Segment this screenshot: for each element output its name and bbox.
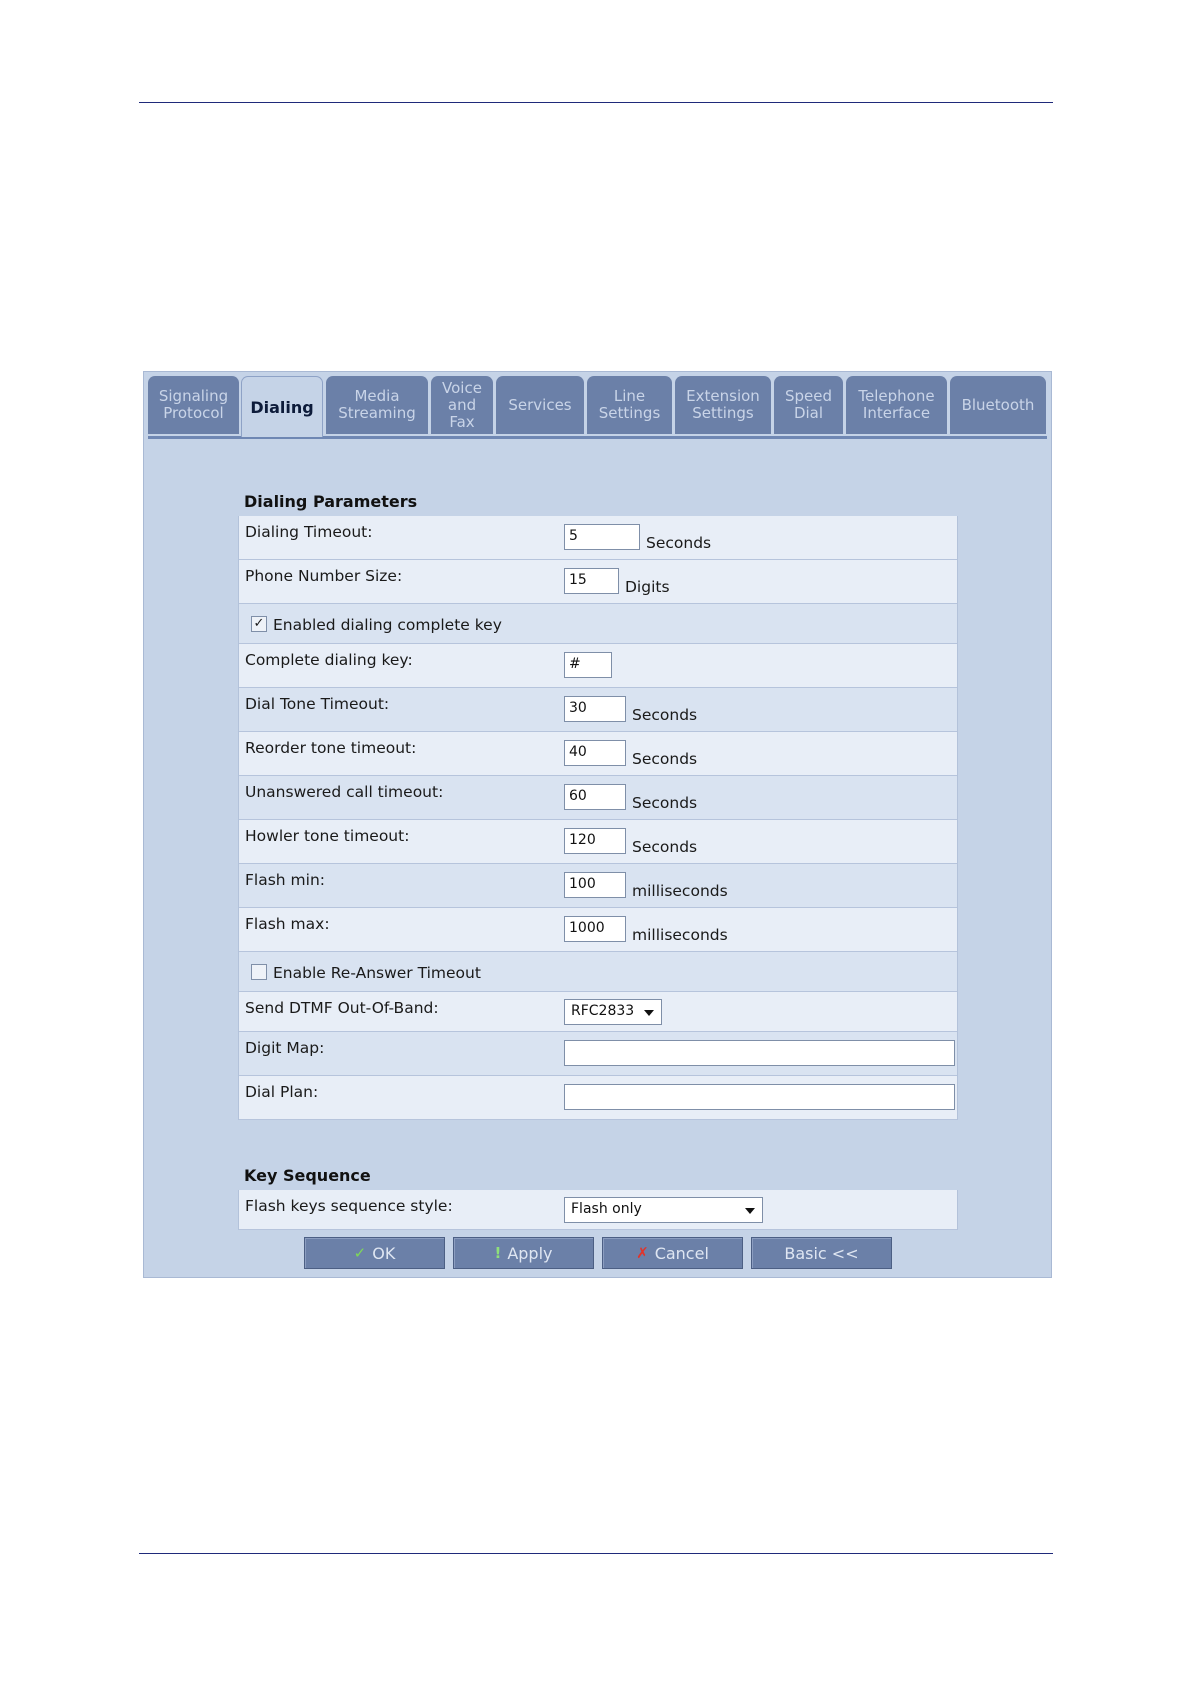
digit-map-label: Digit Map:	[245, 1039, 325, 1057]
phone-number-size-input[interactable]: 15	[564, 568, 619, 594]
reorder-tone-timeout-unit: Seconds	[632, 750, 698, 768]
send-dtmf-select[interactable]	[564, 999, 662, 1025]
dial-tone-timeout-unit: Seconds	[632, 706, 698, 724]
flash-min-unit: milliseconds	[632, 882, 728, 900]
dialing-parameters-title: Dialing Parameters	[244, 492, 418, 511]
row-unanswered-call-timeout	[239, 776, 957, 820]
basic-button[interactable]	[751, 1237, 892, 1269]
dialing-timeout-unit: Seconds	[646, 534, 712, 552]
x-icon: ✗	[636, 1244, 649, 1262]
reorder-tone-timeout-label: Reorder tone timeout:	[245, 739, 417, 757]
unanswered-call-timeout-input[interactable]: 60	[564, 784, 626, 810]
row-flash-keys-style	[239, 1190, 957, 1230]
tab-dialing[interactable]: Dialing	[241, 376, 323, 437]
phone-number-size-unit: Digits	[625, 578, 670, 596]
reorder-tone-timeout-input[interactable]: 40	[564, 740, 626, 766]
howler-tone-timeout-input[interactable]: 120	[564, 828, 626, 854]
digit-map-input[interactable]	[564, 1040, 955, 1066]
tab-line-settings[interactable]: Line Settings	[587, 376, 672, 434]
flash-max-input[interactable]: 1000	[564, 916, 626, 942]
ok-button[interactable]	[304, 1237, 445, 1269]
cancel-button-label: Cancel	[654, 1243, 709, 1263]
tab-bluetooth[interactable]: Bluetooth	[950, 376, 1046, 434]
chevron-down-icon	[745, 1208, 755, 1214]
tab-signaling-protocol[interactable]: Signaling Protocol	[148, 376, 239, 434]
dial-plan-label: Dial Plan:	[245, 1083, 319, 1101]
tab-speed-dial[interactable]: Speed Dial	[774, 376, 843, 434]
dial-tone-timeout-input[interactable]: 30	[564, 696, 626, 722]
complete-dialing-key-input[interactable]: #	[564, 652, 612, 678]
footer-rule	[139, 1553, 1053, 1554]
row-flash-max	[239, 908, 957, 952]
howler-tone-timeout-unit: Seconds	[632, 838, 698, 856]
flash-keys-style-select[interactable]	[564, 1197, 763, 1223]
action-buttons	[304, 1237, 900, 1269]
flash-keys-style-label: Flash keys sequence style:	[245, 1197, 453, 1215]
complete-dialing-key-label: Complete dialing key:	[245, 651, 413, 669]
dial-tone-timeout-label: Dial Tone Timeout:	[245, 695, 390, 713]
flash-keys-style-value: Flash only	[571, 1201, 642, 1217]
dialing-timeout-label: Dialing Timeout:	[245, 523, 373, 541]
check-icon: ✓	[353, 1244, 367, 1262]
dialing-timeout-input[interactable]: 5	[564, 524, 640, 550]
flash-max-unit: milliseconds	[632, 926, 728, 944]
dialing-parameters-table	[238, 516, 958, 1120]
row-dialing-timeout	[239, 516, 957, 560]
row-complete-dialing-key	[239, 644, 957, 688]
flash-min-input[interactable]: 100	[564, 872, 626, 898]
tab-media-streaming[interactable]: Media Streaming	[326, 376, 428, 434]
row-flash-min	[239, 864, 957, 908]
basic-button-label: Basic <<	[784, 1243, 859, 1263]
tab-services[interactable]: Services	[496, 376, 584, 434]
key-sequence-table	[238, 1190, 958, 1230]
tab-extension-settings[interactable]: Extension Settings	[675, 376, 771, 434]
unanswered-call-timeout-label: Unanswered call timeout:	[245, 783, 444, 801]
exclamation-icon: !	[494, 1244, 502, 1262]
row-dial-tone-timeout	[239, 688, 957, 732]
send-dtmf-value: RFC2833	[571, 1003, 635, 1019]
flash-min-label: Flash min:	[245, 871, 325, 889]
row-howler-tone-timeout	[239, 820, 957, 864]
tab-telephone-interface[interactable]: Telephone Interface	[846, 376, 947, 434]
row-enable-complete-key	[239, 604, 957, 644]
unanswered-call-timeout-unit: Seconds	[632, 794, 698, 812]
ok-button-label: OK	[372, 1243, 396, 1263]
apply-button[interactable]	[453, 1237, 594, 1269]
enable-reanswer-checkbox[interactable]	[251, 964, 267, 980]
enable-complete-key-label: Enabled dialing complete key	[273, 616, 502, 634]
key-sequence-title: Key Sequence	[244, 1166, 371, 1185]
cancel-button[interactable]	[602, 1237, 743, 1269]
flash-max-label: Flash max:	[245, 915, 330, 933]
enable-complete-key-checkbox[interactable]: ✓	[251, 616, 267, 632]
tab-voice-and-fax[interactable]: Voice and Fax	[431, 376, 493, 434]
header-rule	[139, 102, 1053, 103]
send-dtmf-label: Send DTMF Out-Of-Band:	[245, 999, 439, 1017]
enable-reanswer-label: Enable Re-Answer Timeout	[273, 964, 481, 982]
tab-bar	[148, 376, 1047, 439]
howler-tone-timeout-label: Howler tone timeout:	[245, 827, 410, 845]
row-reorder-tone-timeout	[239, 732, 957, 776]
phone-number-size-label: Phone Number Size:	[245, 567, 403, 585]
chevron-down-icon	[644, 1010, 654, 1016]
apply-button-label: Apply	[507, 1243, 553, 1263]
row-send-dtmf	[239, 992, 957, 1032]
row-digit-map	[239, 1032, 957, 1076]
row-phone-number-size	[239, 560, 957, 604]
dial-plan-input[interactable]	[564, 1084, 955, 1110]
settings-panel	[143, 371, 1052, 1278]
row-dial-plan	[239, 1076, 957, 1120]
row-enable-reanswer	[239, 952, 957, 992]
